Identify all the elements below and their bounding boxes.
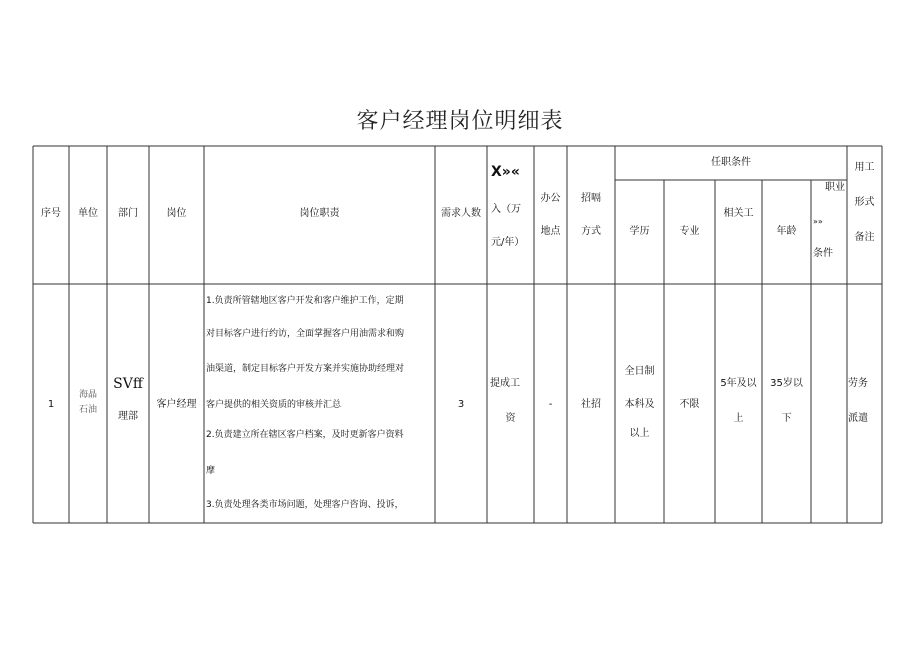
- header-income-mid: 入（万: [491, 204, 521, 215]
- header-headcount: 需求人数: [441, 208, 481, 219]
- duty-line: 客户提供的相关资质的审核并汇总: [206, 400, 342, 410]
- duty-line: 油渠道，制定目标客户开发方案并实施协助经理对: [206, 364, 405, 374]
- cell-age-2: 下: [781, 413, 792, 424]
- header-post: 岗位: [166, 208, 187, 219]
- duty-line: 摩: [206, 466, 216, 476]
- cell-experience-1: 5年及以: [720, 378, 757, 389]
- header-related-experience: 相关工: [723, 208, 754, 219]
- header-office-2: 地点: [540, 226, 561, 237]
- header-requirements: 任职条件: [711, 157, 751, 168]
- cell-income-1: 提成工: [490, 378, 520, 389]
- cell-major: 不限: [679, 399, 700, 410]
- cell-income-2: 资: [505, 413, 516, 424]
- header-employ-3: 备注: [854, 232, 875, 243]
- header-office-1: 办公: [540, 193, 561, 204]
- cell-unit-2: 石油: [78, 405, 97, 415]
- header-duties: 岗位职责: [299, 208, 340, 219]
- cell-seq: 1: [47, 399, 55, 410]
- header-professional-1: 职业: [825, 182, 845, 193]
- header-education: 学历: [629, 226, 650, 237]
- cell-dept-2: 理部: [118, 411, 138, 422]
- cell-headcount: 3: [457, 399, 465, 410]
- cell-unit-1: 海晶: [78, 390, 97, 400]
- header-recruit-1: 招嗝: [581, 193, 601, 204]
- page-title: 客户经理岗位明细表: [356, 109, 564, 134]
- header-professional-2: »»: [813, 217, 823, 226]
- cell-office: -: [548, 399, 553, 410]
- header-income-top: X»«: [491, 164, 520, 180]
- cell-dept-1: SVff: [113, 376, 143, 392]
- cell-employ-1: 劳务: [848, 378, 868, 389]
- header-recruit-2: 方式: [581, 226, 601, 237]
- cell-employ-2: 派遣: [848, 413, 868, 424]
- header-major: 专业: [679, 226, 700, 237]
- cell-experience-2: 上: [733, 413, 744, 424]
- header-seq: 序号: [41, 208, 61, 219]
- header-employ-1: 用工: [854, 162, 875, 173]
- duty-line: 1.负责所管辖地区客户开发和客户维护工作，定期: [206, 296, 404, 306]
- cell-recruit: 社招: [581, 399, 601, 410]
- duty-line: 对目标客户进行约访，全面掌握客户用油需求和购: [206, 329, 405, 339]
- header-employ-2: 形式: [854, 197, 875, 208]
- header-unit: 单位: [78, 208, 98, 219]
- cell-post: 客户经理: [156, 399, 197, 410]
- duty-line: 3.负责处理各类市场问题，处理客户咨询、投诉，: [206, 500, 404, 510]
- header-dept: 部门: [118, 208, 138, 219]
- header-income-bot: 元/年）: [491, 237, 525, 248]
- duty-line: 2.负责建立所在辖区客户档案，及时更新客户资料: [206, 430, 404, 440]
- cell-age-1: 35岁以: [770, 378, 803, 389]
- cell-edu-1: 全日制: [624, 366, 655, 377]
- header-professional-3: 条件: [813, 248, 833, 259]
- header-age: 年龄: [776, 226, 797, 237]
- cell-edu-3: 以上: [629, 428, 650, 439]
- cell-edu-2: 本科及: [624, 399, 655, 410]
